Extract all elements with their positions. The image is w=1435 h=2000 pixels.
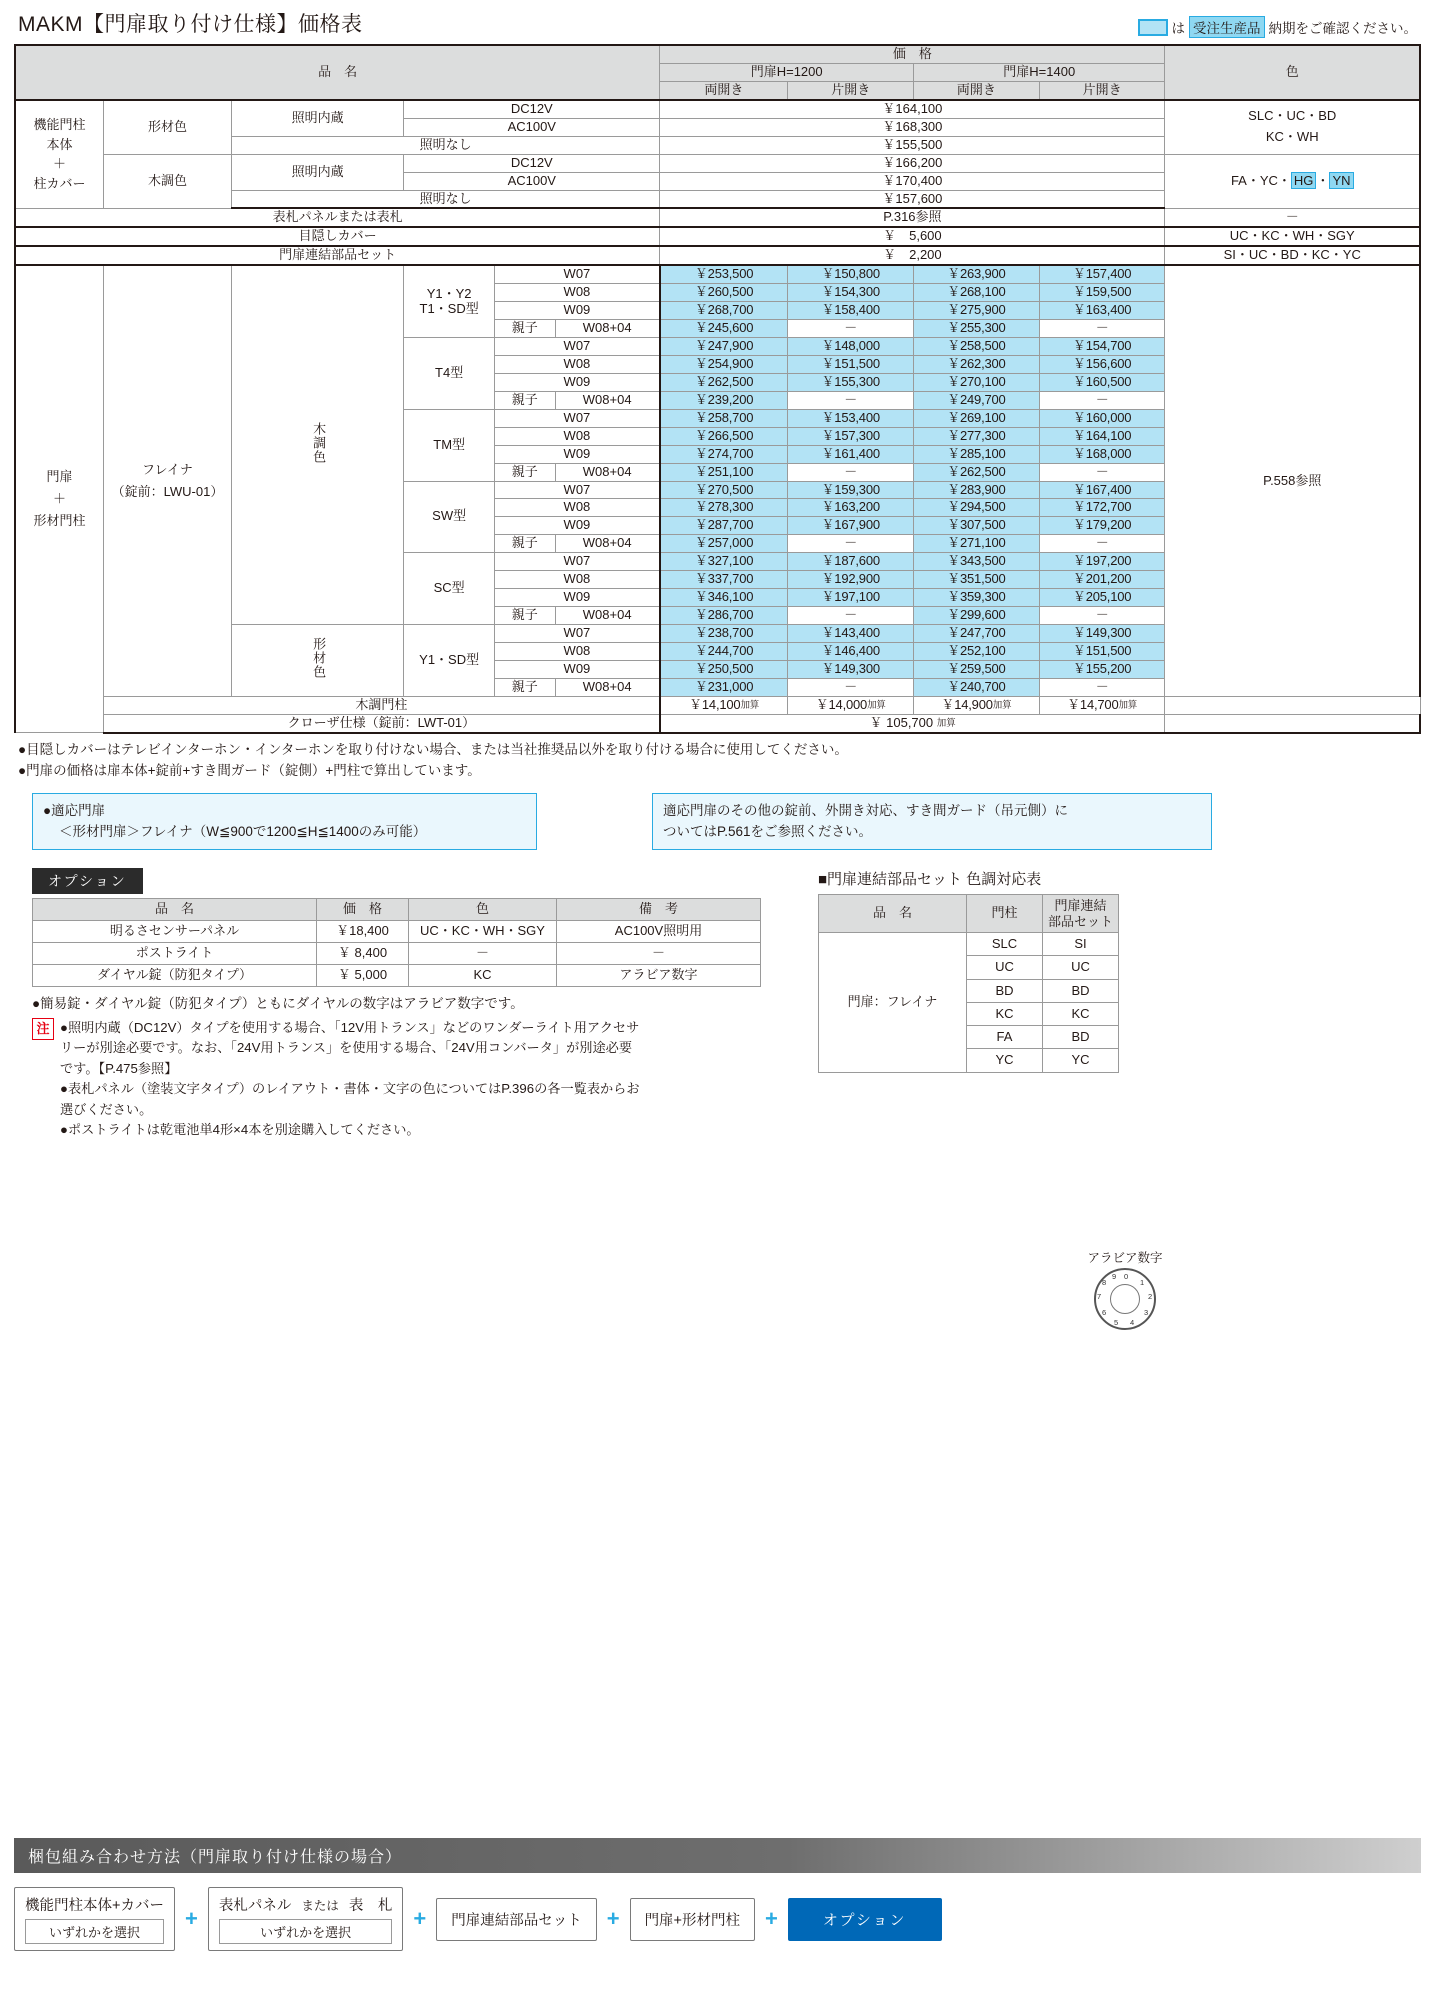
header-single-1400: 片開き — [1039, 81, 1165, 99]
gate-price-d12: ￥260,500 — [660, 284, 788, 302]
option-color: UC・KC・WH・SGY — [409, 920, 557, 942]
post-color-keizai: 形材色 — [103, 100, 231, 154]
warning-mark: 注 — [32, 1018, 54, 1040]
warning-body — [60, 1018, 640, 1141]
gate-price-d14: ￥351,500 — [914, 571, 1040, 589]
gate-price-s12: ￥149,300 — [788, 660, 914, 678]
gate-price-s14: － — [1039, 320, 1165, 338]
gate-width: W09 — [495, 445, 660, 463]
group-post-line-1: 機能門柱 — [33, 117, 86, 133]
gate-price-d14: ￥268,100 — [914, 284, 1040, 302]
header-color: 色 — [1165, 45, 1420, 100]
gate-type-sw: SW型 — [404, 481, 495, 553]
gate-price-d12: ￥245,600 — [660, 320, 788, 338]
relation-set: BD — [1043, 979, 1119, 1002]
table-notes — [18, 740, 1417, 782]
relation-row-label: 門扉：フレイナ — [819, 933, 967, 1073]
header-h1400: 門扉H=1400 — [914, 63, 1165, 81]
gate-price-s12: － — [788, 678, 914, 696]
gate-price-s14: ￥197,200 — [1039, 553, 1165, 571]
gate-price-d14: ￥270,100 — [914, 373, 1040, 391]
gate-price-s12: ￥192,900 — [788, 571, 914, 589]
gate-price-d14: ￥259,500 — [914, 660, 1040, 678]
gate-price-s14: ￥159,500 — [1039, 284, 1165, 302]
gate-color-ref: P.558参照 — [1165, 265, 1420, 696]
price-mokucho-none: ￥157,600 — [660, 190, 1165, 208]
gate-price-s14: ￥154,700 — [1039, 338, 1165, 356]
pack-step2-a: 表札パネル — [218, 1898, 292, 1914]
gate-price-s14: ￥167,400 — [1039, 481, 1165, 499]
gate-price-s14: ￥160,500 — [1039, 373, 1165, 391]
gate-price-d12: ￥262,500 — [660, 373, 788, 391]
gate-price-d12: ￥266,500 — [660, 427, 788, 445]
callout-left-line-2: ＜形材門扉＞フレイナ（W≦900で1200≦H≦1400のみ可能） — [59, 823, 427, 839]
legend — [1138, 16, 1418, 38]
gate-price-s12: ￥151,500 — [788, 355, 914, 373]
pack-step-option[interactable]: オプション — [788, 1898, 942, 1941]
gate-price-d14: ￥269,100 — [914, 409, 1040, 427]
voltage-ac100v-mokucho: AC100V — [404, 172, 660, 190]
header-double-1200: 両開き — [660, 81, 788, 99]
gate-price-d12: ￥253,500 — [660, 265, 788, 283]
relation-set: YC — [1043, 1049, 1119, 1072]
option-header-name: 品 名 — [33, 898, 317, 920]
color-mokucho-yn: YN — [1329, 172, 1353, 189]
packaging-flow — [14, 1887, 1421, 1951]
packaging-title: 梱包組み合わせ方法（門扉取り付け仕様の場合） — [14, 1838, 1421, 1873]
gate-width: W08 — [495, 642, 660, 660]
gate-price-d14: ￥262,500 — [914, 463, 1040, 481]
gate-price-d14: ￥263,900 — [914, 265, 1040, 283]
gate-price-s14: ￥163,400 — [1039, 302, 1165, 320]
gate-price-s12: ￥148,000 — [788, 338, 914, 356]
gate-price-s14: － — [1039, 607, 1165, 625]
gate-width: W08+04 — [555, 463, 660, 481]
row-nameplate-color: － — [1165, 208, 1420, 227]
page-title: MAKM【門扉取り付け仕様】価格表 — [18, 13, 363, 36]
group-post-line-2: 本体 — [46, 136, 73, 152]
gate-price-s14: ￥168,000 — [1039, 445, 1165, 463]
pack-step1-select[interactable]: いずれかを選択 — [25, 1919, 164, 1944]
pack-step-gate[interactable]: 門扉+形材門柱 — [630, 1898, 755, 1941]
gate-price-d12: ￥254,900 — [660, 355, 788, 373]
relation-post: BD — [967, 979, 1043, 1002]
row-nameplate-price: P.316参照 — [660, 208, 1165, 227]
relation-set: UC — [1043, 956, 1119, 979]
row-closer-price: ￥ 105,700 加算 — [660, 714, 1165, 732]
gate-price-d12: ￥247,900 — [660, 338, 788, 356]
callout-right-line-2: ついてはP.561をご参照ください。 — [663, 823, 873, 839]
legend-is: は — [1171, 21, 1185, 36]
option-note: AC100V照明用 — [557, 920, 761, 942]
plus-icon: + — [765, 1906, 778, 1931]
gate-width: W07 — [495, 409, 660, 427]
row-cover-color: UC・KC・WH・SGY — [1165, 227, 1420, 246]
warning-note — [32, 1018, 778, 1141]
gate-price-s12: ￥158,400 — [788, 302, 914, 320]
warn-line-5: 選びください。 — [60, 1101, 153, 1117]
gate-price-d14: ￥283,900 — [914, 481, 1040, 499]
row-connector-price: ￥ 2,200 — [660, 246, 1165, 265]
callout-left-line-1: ●適応門扉 — [43, 803, 106, 819]
color-keizai — [1165, 100, 1420, 154]
gate-price-d14: ￥285,100 — [914, 445, 1040, 463]
voltage-dc12v-keizai: DC12V — [404, 100, 660, 118]
callout-applicable-gate — [32, 793, 537, 850]
gate-price-s14: ￥205,100 — [1039, 589, 1165, 607]
gate-price-d14: ￥258,500 — [914, 338, 1040, 356]
price-keizai-none: ￥155,500 — [660, 136, 1165, 154]
price-mokucho-dc12v: ￥166,200 — [660, 154, 1165, 172]
pack-step2-b: 表 札 — [348, 1898, 393, 1914]
header-double-1400: 両開き — [914, 81, 1040, 99]
group-post-body — [15, 100, 103, 209]
price-keizai-dc12v: ￥164,100 — [660, 100, 1165, 118]
gate-width: W08 — [495, 355, 660, 373]
gate-price-d14: ￥271,100 — [914, 535, 1040, 553]
gate-price-s14: ￥149,300 — [1039, 625, 1165, 643]
relation-set: BD — [1043, 1026, 1119, 1049]
plus-icon: + — [606, 1906, 620, 1931]
dial-icon: 0 1 2 3 4 5 6 7 8 9 — [1094, 1268, 1156, 1330]
relation-header-set-line-1: 門扉連結 — [1054, 897, 1107, 913]
gate-oyako-label: 親子 — [495, 678, 556, 696]
option-name: 明るさセンサーパネル — [33, 920, 317, 942]
mokucho-post-d12: ￥14,100加算 — [660, 696, 788, 714]
dial-caption: アラビア数字 — [1087, 1251, 1163, 1265]
gate-price-d12: ￥257,000 — [660, 535, 788, 553]
color-mokucho — [1165, 154, 1420, 208]
gate-brand — [103, 265, 231, 696]
gate-price-d12: ￥231,000 — [660, 678, 788, 696]
gate-price-d12: ￥278,300 — [660, 499, 788, 517]
gate-type-sc: SC型 — [404, 553, 495, 625]
pack-step2-title — [219, 1894, 393, 1915]
table-row — [33, 964, 761, 986]
group-gate-line-1: 門扉 — [46, 469, 73, 485]
option-header-price: 価 格 — [317, 898, 409, 920]
option-price: ￥ 8,400 — [317, 942, 409, 964]
group-post-line-4: 柱カバー — [33, 175, 86, 191]
gate-price-s12: － — [788, 535, 914, 553]
gate-price-s12: ￥153,400 — [788, 409, 914, 427]
gate-price-d14: ￥294,500 — [914, 499, 1040, 517]
option-price: ￥ 5,000 — [317, 964, 409, 986]
table-row — [33, 942, 761, 964]
gate-width: W08 — [495, 571, 660, 589]
gate-width: W09 — [495, 660, 660, 678]
gate-type-t4: T4型 — [404, 338, 495, 410]
gate-width: W09 — [495, 302, 660, 320]
pack-step2-select[interactable]: いずれかを選択 — [219, 1919, 393, 1944]
option-table — [32, 898, 761, 987]
relation-set: SI — [1043, 933, 1119, 956]
callout-reference — [652, 793, 1212, 850]
header-price: 価 格 — [660, 45, 1165, 63]
gate-price-d14: ￥307,500 — [914, 517, 1040, 535]
gate-color-mokucho-label: 木調色 — [311, 422, 327, 465]
price-mokucho-ac100v: ￥170,400 — [660, 172, 1165, 190]
gate-width: W07 — [495, 338, 660, 356]
gate-type-y1y2t1sd — [404, 265, 495, 337]
gate-price-d12: ￥238,700 — [660, 625, 788, 643]
warn-line-6: ●ポストライトは乾電池単4形×4本を別途購入してください。 — [60, 1122, 420, 1138]
option-price: ￥18,400 — [317, 920, 409, 942]
gate-price-d12: ￥327,100 — [660, 553, 788, 571]
color-mokucho-prefix: FA・YC・ — [1230, 172, 1291, 188]
option-color: KC — [409, 964, 557, 986]
main-price-table — [14, 44, 1421, 734]
gate-price-s14: ￥160,000 — [1039, 409, 1165, 427]
option-header-note: 備 考 — [557, 898, 761, 920]
gate-width: W08 — [495, 284, 660, 302]
gate-width: W09 — [495, 373, 660, 391]
pack-step-connector[interactable]: 門扉連結部品セット — [436, 1898, 597, 1941]
pack-step-nameplate[interactable] — [208, 1887, 404, 1951]
color-mokucho-hg: HG — [1291, 172, 1317, 189]
gate-price-d12: ￥244,700 — [660, 642, 788, 660]
pack-step2-or: または — [301, 1898, 339, 1913]
gate-type-tm: TM型 — [404, 409, 495, 481]
legend-badge: 受注生産品 — [1189, 16, 1265, 38]
gate-price-s12: － — [788, 463, 914, 481]
header-item-name: 品 名 — [15, 45, 660, 100]
relation-post: UC — [967, 956, 1043, 979]
row-cover-price: ￥ 5,600 — [660, 227, 1165, 246]
row-cover-label: 目隠しカバー — [15, 227, 660, 246]
gate-price-d14: ￥275,900 — [914, 302, 1040, 320]
gate-price-d14: ￥299,600 — [914, 607, 1040, 625]
gate-width: W07 — [495, 553, 660, 571]
gate-width: W09 — [495, 517, 660, 535]
dial-inner-ring — [1110, 1284, 1140, 1314]
lighting-builtin-mokucho: 照明内蔵 — [231, 154, 403, 190]
row-mokucho-post-label: 木調門柱 — [103, 696, 659, 714]
gate-width: W08+04 — [555, 607, 660, 625]
gate-price-d14: ￥240,700 — [914, 678, 1040, 696]
row-connector-color: SI・UC・BD・KC・YC — [1165, 246, 1420, 265]
gate-width: W08 — [495, 427, 660, 445]
gate-price-s12: － — [788, 320, 914, 338]
document-header — [14, 0, 1421, 44]
gate-width: W07 — [495, 265, 660, 283]
plus-icon: + — [413, 1906, 427, 1931]
callout-row — [18, 793, 1417, 850]
gate-price-s12: ￥143,400 — [788, 625, 914, 643]
gate-oyako-label: 親子 — [495, 463, 556, 481]
relation-title: ■門扉連結部品セット 色調対応表 — [818, 870, 1042, 888]
voltage-dc12v-mokucho: DC12V — [404, 154, 660, 172]
gate-color-mokucho — [231, 265, 403, 624]
gate-price-s12: ￥163,200 — [788, 499, 914, 517]
header-h1200: 門扉H=1200 — [660, 63, 914, 81]
relation-post: FA — [967, 1026, 1043, 1049]
warn-line-2: リーが別途必要です。なお、「24V用トランス」を使用する場合、「24V用コンバータ」が別途必要 — [60, 1040, 633, 1056]
gate-price-s12: ￥157,300 — [788, 427, 914, 445]
group-gate-line-3: 形材門柱 — [33, 513, 86, 529]
note-line-2: ●門扉の価格は扉本体+錠前+すき間ガード（錠側）+門柱で算出しています。 — [18, 762, 481, 778]
gate-price-d12: ￥258,700 — [660, 409, 788, 427]
note-line-1: ●目隠しカバーはテレビインターホン・インターホンを取り付けない場合、または当社推奨品以外を取り付ける場合に使用してください。 — [18, 741, 848, 757]
gate-price-s14: ￥179,200 — [1039, 517, 1165, 535]
gate-brand-line-1: フレイナ — [142, 461, 193, 477]
gate-color-keizai-label: 形材色 — [311, 637, 327, 680]
gate-price-s14: ￥164,100 — [1039, 427, 1165, 445]
gate-oyako-label: 親子 — [495, 535, 556, 553]
relation-post: YC — [967, 1049, 1043, 1072]
group-post-line-3: ＋ — [52, 156, 66, 172]
gate-price-d12: ￥239,200 — [660, 391, 788, 409]
gate-price-s12: ￥155,300 — [788, 373, 914, 391]
gate-price-d14: ￥247,700 — [914, 625, 1040, 643]
gate-price-d12: ￥346,100 — [660, 589, 788, 607]
option-name: ポストライト — [33, 942, 317, 964]
group-gate-line-2: ＋ — [52, 491, 66, 507]
arabic-dial-illustration — [1070, 1248, 1180, 1330]
gate-width: W08+04 — [555, 535, 660, 553]
gate-price-s12: ￥187,600 — [788, 553, 914, 571]
gate-width: W09 — [495, 589, 660, 607]
header-single-1200: 片開き — [788, 81, 914, 99]
voltage-ac100v-keizai: AC100V — [404, 118, 660, 136]
gate-price-d12: ￥268,700 — [660, 302, 788, 320]
gate-price-s14: － — [1039, 535, 1165, 553]
gate-width: W07 — [495, 481, 660, 499]
relation-set: KC — [1043, 1002, 1119, 1025]
callout-right-line-1: 適応門扉のその他の錠前、外開き対応、すき間ガード（吊元側）に — [663, 803, 1068, 819]
option-note: アラビア数字 — [557, 964, 761, 986]
pack-step-post-body[interactable] — [14, 1887, 175, 1951]
gate-color-keizai — [231, 625, 403, 697]
row-connector-label: 門扉連結部品セット — [15, 246, 660, 265]
relation-header-set-line-2: 部品セット — [1047, 913, 1113, 929]
gate-price-s14: ￥201,200 — [1039, 571, 1165, 589]
gate-price-s14: ￥151,500 — [1039, 642, 1165, 660]
row-closer-color — [1165, 714, 1420, 732]
pack-step1-title: 機能門柱本体+カバー — [25, 1898, 164, 1914]
lower-section — [18, 868, 1417, 1141]
no-lighting-mokucho: 照明なし — [231, 190, 659, 208]
group-gate-body — [15, 265, 103, 732]
gate-price-d14: ￥277,300 — [914, 427, 1040, 445]
gate-price-d12: ￥274,700 — [660, 445, 788, 463]
gate-price-s14: ￥155,200 — [1039, 660, 1165, 678]
gate-price-d12: ￥337,700 — [660, 571, 788, 589]
gate-price-s12: ￥154,300 — [788, 284, 914, 302]
option-name: ダイヤル錠（防犯タイプ） — [33, 964, 317, 986]
gate-price-s12: ￥197,100 — [788, 589, 914, 607]
gate-type-y1sd: Y1・SD型 — [404, 625, 495, 697]
color-keizai-line-1: SLC・UC・BD — [1248, 108, 1337, 124]
lighting-builtin-keizai: 照明内蔵 — [231, 100, 403, 136]
relation-header-name: 品 名 — [819, 894, 967, 932]
relation-table — [818, 894, 1119, 1073]
table-row — [819, 933, 1119, 956]
mokucho-post-d14: ￥14,900加算 — [914, 696, 1040, 714]
gate-width: W08+04 — [555, 320, 660, 338]
gate-price-s12: ￥146,400 — [788, 642, 914, 660]
gate-price-d14: ￥249,700 — [914, 391, 1040, 409]
gate-price-s12: － — [788, 607, 914, 625]
gate-price-s12: ￥161,400 — [788, 445, 914, 463]
gate-price-d14: ￥359,300 — [914, 589, 1040, 607]
gate-price-s12: ￥159,300 — [788, 481, 914, 499]
gate-brand-line-2: （錠前：LWU-01） — [111, 484, 224, 499]
gate-price-d12: ￥250,500 — [660, 660, 788, 678]
gate-oyako-label: 親子 — [495, 391, 556, 409]
gate-price-d12: ￥251,100 — [660, 463, 788, 481]
legend-swatch — [1138, 19, 1168, 36]
warn-line-4: ●表札パネル（塗装文字タイプ）のレイアウト・書体・文字の色についてはP.396の各一覧表からお — [60, 1081, 640, 1097]
option-note: － — [557, 942, 761, 964]
gate-width: W08 — [495, 499, 660, 517]
option-section — [18, 868, 778, 1141]
gate-price-d14: ￥252,100 — [914, 642, 1040, 660]
warn-line-3: です。【P.475参照】 — [60, 1060, 178, 1076]
relation-post: SLC — [967, 933, 1043, 956]
option-after-note: ●簡易錠・ダイヤル錠（防犯タイプ）ともにダイヤルの数字はアラビア数字です。 — [32, 995, 524, 1011]
gate-oyako-label: 親子 — [495, 607, 556, 625]
gate-price-s12: ￥150,800 — [788, 265, 914, 283]
mokucho-post-s12: ￥14,000加算 — [788, 696, 914, 714]
mokucho-post-color — [1165, 696, 1420, 714]
no-lighting-keizai: 照明なし — [231, 136, 659, 154]
warn-line-1: ●照明内蔵（DC12V）タイプを使用する場合、「12V用トランス」などのワンダーライト用アクセサ — [60, 1019, 640, 1035]
gate-price-s14: － — [1039, 391, 1165, 409]
relation-section — [818, 868, 1238, 1141]
option-header-color: 色 — [409, 898, 557, 920]
row-closer-label: クローザ仕様（錠前：LWT-01） — [103, 714, 659, 732]
gate-width: W08+04 — [555, 391, 660, 409]
gate-price-s12: － — [788, 391, 914, 409]
gate-width: W07 — [495, 625, 660, 643]
gate-price-d14: ￥343,500 — [914, 553, 1040, 571]
color-mokucho-sep: ・ — [1316, 172, 1330, 188]
gate-price-d14: ￥262,300 — [914, 355, 1040, 373]
gate-price-d14: ￥255,300 — [914, 320, 1040, 338]
option-color: － — [409, 942, 557, 964]
gate-oyako-label: 親子 — [495, 320, 556, 338]
gate-price-s14: ￥157,400 — [1039, 265, 1165, 283]
gate-type-line-1: Y1・Y2 — [426, 285, 472, 301]
post-color-mokucho: 木調色 — [103, 154, 231, 208]
price-keizai-ac100v: ￥168,300 — [660, 118, 1165, 136]
row-nameplate-label: 表札パネルまたは表札 — [15, 208, 660, 227]
plus-icon: + — [184, 1906, 198, 1931]
gate-price-d12: ￥286,700 — [660, 607, 788, 625]
gate-price-d12: ￥270,500 — [660, 481, 788, 499]
gate-type-line-2: T1・SD型 — [419, 300, 479, 316]
gate-price-d12: ￥287,700 — [660, 517, 788, 535]
mokucho-post-s14: ￥14,700加算 — [1039, 696, 1165, 714]
gate-price-s14: － — [1039, 678, 1165, 696]
table-row — [33, 920, 761, 942]
gate-price-s14: ￥156,600 — [1039, 355, 1165, 373]
gate-price-s14: － — [1039, 463, 1165, 481]
color-keizai-line-2: KC・WH — [1265, 129, 1319, 145]
relation-header-post: 門柱 — [967, 894, 1043, 932]
option-tag: オプション — [32, 868, 143, 894]
gate-price-s12: ￥167,900 — [788, 517, 914, 535]
legend-tail: 納期をご確認ください。 — [1268, 21, 1417, 36]
relation-post: KC — [967, 1002, 1043, 1025]
packaging-section — [14, 1838, 1421, 1951]
gate-price-s14: ￥172,700 — [1039, 499, 1165, 517]
relation-header-set — [1043, 894, 1119, 932]
gate-width: W08+04 — [555, 678, 660, 696]
